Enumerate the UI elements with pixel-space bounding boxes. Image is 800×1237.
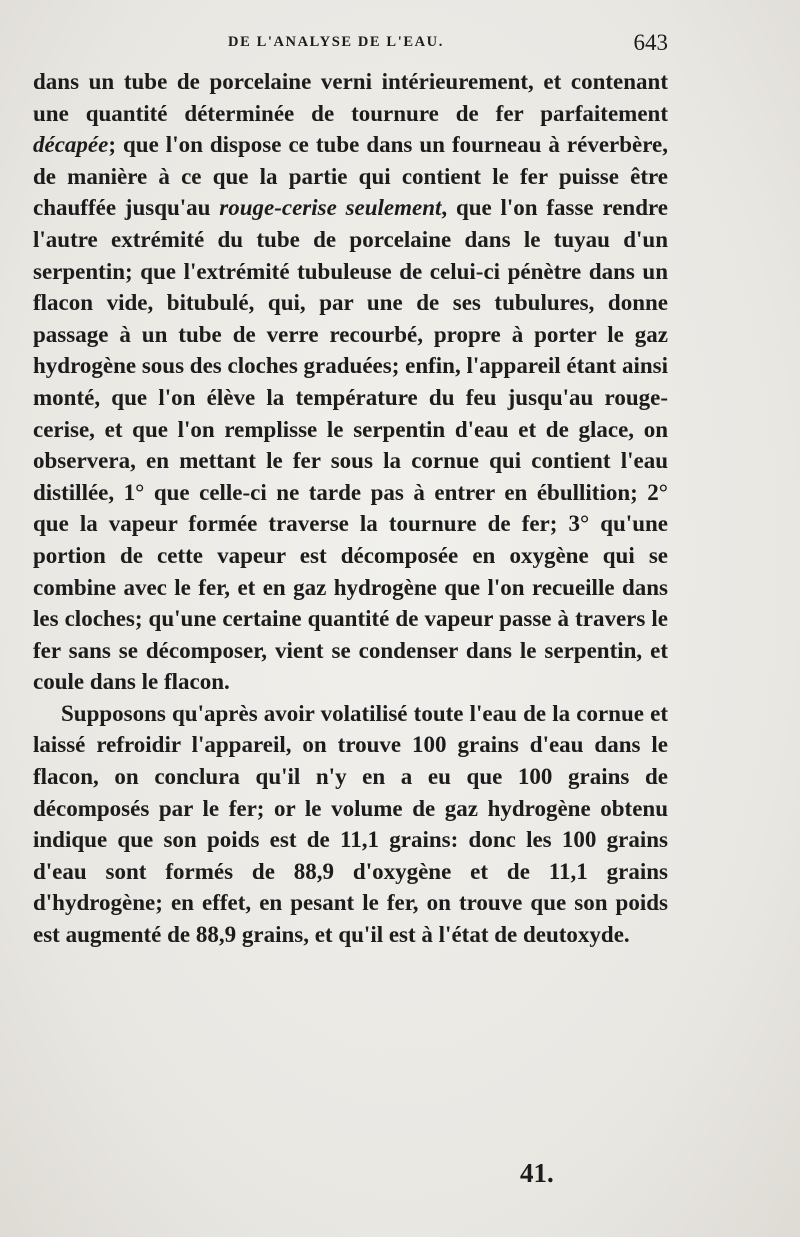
show-through-text xyxy=(30,960,790,982)
paragraph-1-text-1: dans un tube de porcelaine verni intérieurement, et contenant une quantité déterminée de tournure de fer parfaitement xyxy=(33,69,668,126)
paragraph-1-italic-rouge-cerise: rouge-cerise seulement xyxy=(219,195,442,221)
running-title: DE L'ANALYSE DE L'EAU. xyxy=(228,34,444,50)
paragraph-1-text-3: , que l'on fasse rendre l'autre extrémité du tube de porcelaine dans le tuyau d'un serpentin; que l'extrémité tubuleuse de celui-ci pénètre dans un flacon vide, bitubulé, qui, par une de ses tubulures, donne passage à un tube de verre recourbé, propre à porter le gaz hydrogène sous des cloches graduées; enfin, l'appareil étant ainsi monté, que l'on élève la température du feu jusqu'au rouge-cerise, et que l'on remplisse le serpentin d'eau et de glace, on observera, en mettant le fer sous la cornue qui contient l'eau distillée, 1° que celle-ci ne tarde pas à entrer en ébullition; 2° que la vapeur formée traverse la tournure de fer; 3° qu'une portion de cette vapeur est décomposée en oxygène qui se combine avec le fer, et en gaz hydrogène que l'on recueille dans les cloches; qu'une certaine quantité de vapeur passe à travers le fer sans se décomposer, vient se condenser dans le serpentin, et coule dans le flacon. xyxy=(33,195,668,695)
page-number: 643 xyxy=(633,30,668,55)
paragraph-1-italic-decapee: décapée xyxy=(33,132,109,158)
paragraph-1-text-2: ; que l'on dispose ce tube dans un fourneau à réverbère, de manière à ce que la partie qui contient le fer puisse être chauffée jusqu'au xyxy=(33,132,668,221)
body-text xyxy=(33,66,668,951)
paragraph-2-text: Supposons qu'après avoir volatilisé toute l'eau de la cornue et laissé refroidir l'appareil, on trouve 100 grains d'eau dans le flacon, on conclura qu'il n'y en a eu que 100 grains de décomposés par le fer; or le volume de gaz hydrogène obtenu indique que son poids est de 11,1 grains: donc les 100 grains d'eau sont formés de 88,9 d'oxygène et de 11,1 grains d'hydrogène; en effet, en pesant le fer, on trouve que son poids est augmenté de 88,9 grains, et qu'il est à l'état de deutoxyde. xyxy=(33,700,668,948)
paragraph-1 xyxy=(33,66,668,698)
paragraph-2 xyxy=(33,698,668,951)
signature-mark: 41. xyxy=(520,1158,554,1188)
page-header xyxy=(228,30,668,60)
